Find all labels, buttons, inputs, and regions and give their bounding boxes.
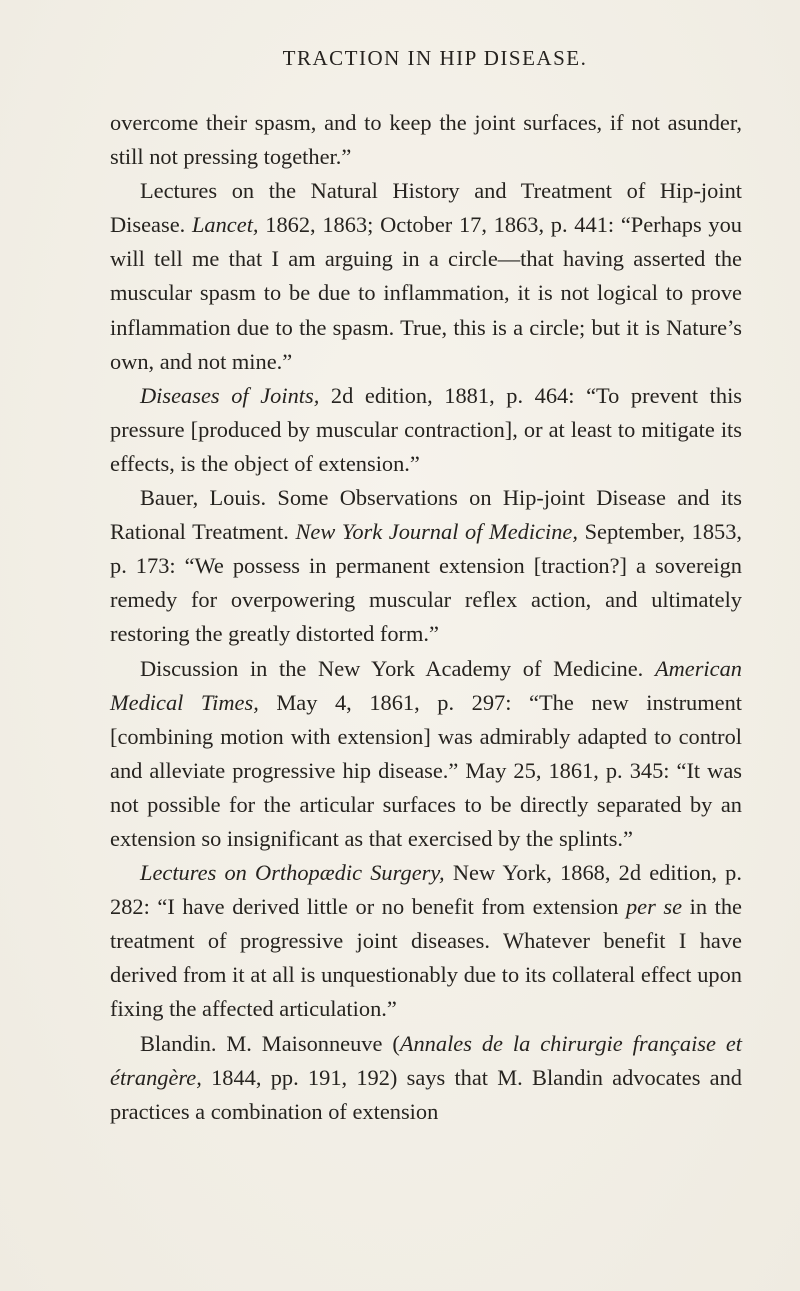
text-segment: in the treatment of progressive joint diseases. Whatever benefit I have derived from it at all is unquestionably due to its collateral effect upon fixing the affected articulation.”	[110, 894, 742, 1022]
text-segment: Blandin. M. Maisonneuve (	[140, 1030, 400, 1056]
italic-citation: per se	[625, 894, 683, 920]
italic-citation: American Medical Times,	[110, 655, 742, 715]
text-segment: 1862, 1863; October 17, 1863, p. 441: “Perhaps you will tell me that I am arguing in a circle—that having asserted the muscular spasm to be due to inflammation, it is not logical to prove inflammation due to the spasm. True, this is a circle; but it is Nature’s own, and not mine.”	[110, 212, 742, 374]
paragraph-p5	[110, 652, 742, 857]
body-text	[110, 106, 742, 1129]
text-segment: 1844, pp. 191, 192) says that M. Blandin advocates and practices a combination of extension	[110, 1064, 742, 1124]
text-segment: Bauer, Louis. Some Observations on Hip-joint Disease and its Rational Treatment.	[110, 485, 742, 545]
paragraph-p7	[110, 1027, 742, 1129]
text-segment: overcome their spasm, and to keep the joint surfaces, if not asunder, still not pressing together.”	[110, 110, 742, 170]
italic-citation: Lectures on Orthopædic Surgery,	[140, 860, 445, 886]
text-segment: May 4, 1861, p. 297: “The new instrument [combining motion with extension] was admirably adapted to control and alleviate progressive hip disease.” May 25, 1861, p. 345: “It was not possible for the articular surfaces to be directly separated by an extension so insignificant as that exercised by the splints.”	[110, 689, 742, 851]
text-segment: Lectures on the Natural History and Treatment of Hip-joint Disease.	[110, 178, 742, 238]
paragraph-p2	[110, 174, 742, 379]
text-segment: Discussion in the New York Academy of Medicine.	[140, 655, 655, 681]
paragraph-p1	[110, 106, 742, 174]
text-segment: 2d edition, 1881, p. 464: “To prevent this pressure [produced by muscular contraction], or at least to mitigate its effects, is the object of extension.”	[110, 382, 743, 476]
italic-citation: New York Journal of Medicine,	[295, 519, 578, 545]
paragraph-p4	[110, 481, 742, 651]
paragraph-p6	[110, 856, 742, 1026]
italic-citation: Lancet,	[191, 212, 259, 238]
text-segment: New York, 1868, 2d edition, p. 282: “I have derived little or no benefit from extension	[110, 860, 742, 920]
paragraph-p3	[110, 379, 742, 481]
italic-citation: Annales de la chirurgie française et étrangère,	[110, 1030, 742, 1090]
running-head: TRACTION IN HIP DISEASE.	[282, 46, 588, 70]
text-segment: September, 1853, p. 173: “We possess in permanent extension [traction?] a sovereign remedy for overpowering muscular reflex action, and ultimately restoring the greatly distorted form.”	[110, 519, 743, 647]
italic-citation: Diseases of Joints,	[140, 382, 320, 408]
